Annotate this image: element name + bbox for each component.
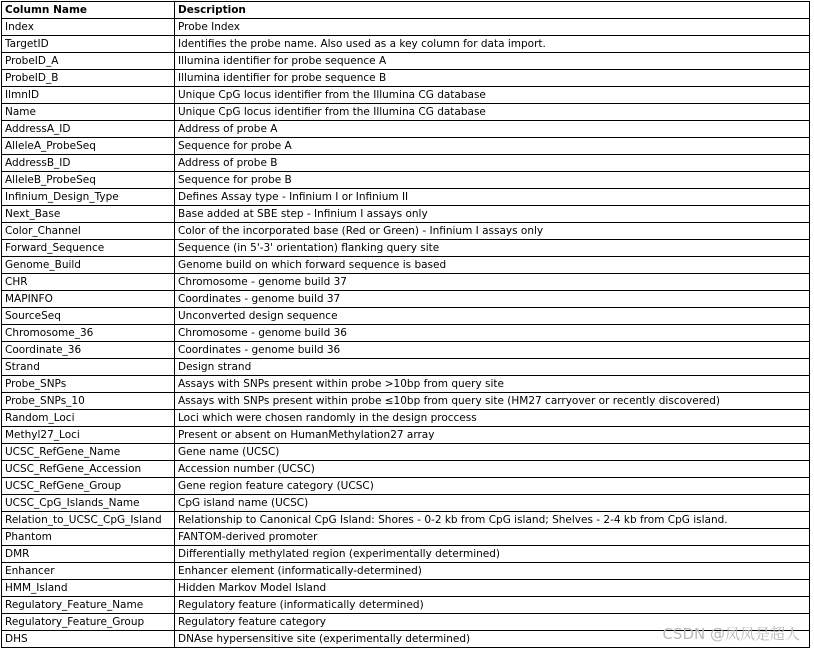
table-row (2, 461, 810, 478)
column-name-cell[interactable]: Chromosome_36 (2, 325, 175, 342)
column-name-cell[interactable]: Regulatory_Feature_Name (2, 597, 175, 614)
column-name-cell[interactable]: AddressA_ID (2, 121, 175, 138)
description-cell[interactable]: Gene region feature category (UCSC) (175, 478, 810, 495)
table-row (2, 410, 810, 427)
table-row (2, 87, 810, 104)
table-row (2, 274, 810, 291)
description-cell[interactable]: Genome build on which forward sequence is based (175, 257, 810, 274)
table-row (2, 36, 810, 53)
watermark: CSDN @凤凤是超人 (662, 625, 800, 643)
table-row (2, 155, 810, 172)
description-cell[interactable]: Assays with SNPs present within probe ≤10bp from query site (HM27 carryover or recently discovered) (175, 393, 810, 410)
description-cell[interactable]: Accession number (UCSC) (175, 461, 810, 478)
column-name-cell[interactable]: ProbeID_B (2, 70, 175, 87)
column-name-cell[interactable]: Next_Base (2, 206, 175, 223)
description-cell[interactable]: Chromosome - genome build 36 (175, 325, 810, 342)
description-cell[interactable]: Address of probe A (175, 121, 810, 138)
column-name-cell[interactable]: Phantom (2, 529, 175, 546)
description-cell[interactable]: Address of probe B (175, 155, 810, 172)
description-cell[interactable]: Color of the incorporated base (Red or Green) - Infinium I assays only (175, 223, 810, 240)
description-cell[interactable]: Base added at SBE step - Infinium I assays only (175, 206, 810, 223)
table-row (2, 172, 810, 189)
table-row (2, 444, 810, 461)
column-name-cell[interactable]: Genome_Build (2, 257, 175, 274)
column-name-cell[interactable]: IlmnID (2, 87, 175, 104)
table-row (2, 529, 810, 546)
column-name-cell[interactable]: Probe_SNPs_10 (2, 393, 175, 410)
column-name-cell[interactable]: Coordinate_36 (2, 342, 175, 359)
table-row (2, 19, 810, 36)
table-row (2, 138, 810, 155)
column-name-header[interactable]: Column Name (2, 2, 175, 19)
description-cell[interactable]: Relationship to Canonical CpG Island: Shores - 0-2 kb from CpG island; Shelves - 2-4 kb from CpG island. (175, 512, 810, 529)
table-row (2, 325, 810, 342)
column-name-cell[interactable]: TargetID (2, 36, 175, 53)
column-name-cell[interactable]: Index (2, 19, 175, 36)
description-cell[interactable]: Coordinates - genome build 37 (175, 291, 810, 308)
description-cell[interactable]: Regulatory feature (informatically determined) (175, 597, 810, 614)
description-header[interactable]: Description (175, 2, 810, 19)
description-cell[interactable]: Identifies the probe name. Also used as a key column for data import. (175, 36, 810, 53)
table-row (2, 189, 810, 206)
column-name-cell[interactable]: MAPINFO (2, 291, 175, 308)
column-name-cell[interactable]: CHR (2, 274, 175, 291)
description-cell[interactable]: Sequence for probe A (175, 138, 810, 155)
description-cell[interactable]: Unique CpG locus identifier from the Illumina CG database (175, 104, 810, 121)
column-name-cell[interactable]: Color_Channel (2, 223, 175, 240)
description-cell[interactable]: CpG island name (UCSC) (175, 495, 810, 512)
table-row (2, 580, 810, 597)
table-row (2, 376, 810, 393)
column-name-cell[interactable]: Forward_Sequence (2, 240, 175, 257)
column-name-cell[interactable]: Random_Loci (2, 410, 175, 427)
description-cell[interactable]: FANTOM-derived promoter (175, 529, 810, 546)
table-row (2, 70, 810, 87)
description-cell[interactable]: Probe Index (175, 19, 810, 36)
description-cell[interactable]: Defines Assay type - Infinium I or Infinium II (175, 189, 810, 206)
table-row (2, 546, 810, 563)
column-name-cell[interactable]: AlleleB_ProbeSeq (2, 172, 175, 189)
description-cell[interactable]: Chromosome - genome build 37 (175, 274, 810, 291)
description-cell[interactable]: Coordinates - genome build 36 (175, 342, 810, 359)
column-name-cell[interactable]: AlleleA_ProbeSeq (2, 138, 175, 155)
table-row (2, 206, 810, 223)
column-name-cell[interactable]: HMM_Island (2, 580, 175, 597)
table-row (2, 427, 810, 444)
description-cell[interactable]: Differentially methylated region (experimentally determined) (175, 546, 810, 563)
description-cell[interactable]: Unique CpG locus identifier from the Illumina CG database (175, 87, 810, 104)
table-row (2, 495, 810, 512)
table-row (2, 512, 810, 529)
column-name-cell[interactable]: Infinium_Design_Type (2, 189, 175, 206)
column-name-cell[interactable]: Enhancer (2, 563, 175, 580)
table-row (2, 104, 810, 121)
column-name-cell[interactable]: Regulatory_Feature_Group (2, 614, 175, 631)
description-cell[interactable]: Illumina identifier for probe sequence B (175, 70, 810, 87)
description-cell[interactable]: Design strand (175, 359, 810, 376)
description-cell[interactable]: Unconverted design sequence (175, 308, 810, 325)
table-row (2, 597, 810, 614)
table-row (2, 393, 810, 410)
table-row (2, 291, 810, 308)
description-cell[interactable]: Assays with SNPs present within probe >10bp from query site (175, 376, 810, 393)
column-name-cell[interactable]: Probe_SNPs (2, 376, 175, 393)
description-cell[interactable]: Regulatory feature category (175, 614, 810, 631)
column-name-cell[interactable]: SourceSeq (2, 308, 175, 325)
column-name-cell[interactable]: Strand (2, 359, 175, 376)
description-cell[interactable]: Sequence (in 5'-3' orientation) flanking query site (175, 240, 810, 257)
column-name-cell[interactable]: UCSC_CpG_Islands_Name (2, 495, 175, 512)
column-name-cell[interactable]: Name (2, 104, 175, 121)
table-row (2, 308, 810, 325)
table-row (2, 478, 810, 495)
table-row (2, 342, 810, 359)
table-row (2, 359, 810, 376)
column-name-cell[interactable]: UCSC_RefGene_Name (2, 444, 175, 461)
column-name-cell[interactable]: DHS (2, 631, 175, 648)
column-name-cell[interactable]: DMR (2, 546, 175, 563)
table-row (2, 53, 810, 70)
description-cell[interactable]: DNAse hypersensitive site (experimentally determined) (175, 631, 810, 648)
description-cell[interactable]: Present or absent on HumanMethylation27 array (175, 427, 810, 444)
table-row (2, 223, 810, 240)
description-cell[interactable]: Illumina identifier for probe sequence A (175, 53, 810, 70)
column-description-table (1, 1, 810, 648)
description-cell[interactable]: Sequence for probe B (175, 172, 810, 189)
column-name-cell[interactable]: AddressB_ID (2, 155, 175, 172)
column-name-cell[interactable]: UCSC_RefGene_Accession (2, 461, 175, 478)
column-name-cell[interactable]: Relation_to_UCSC_CpG_Island (2, 512, 175, 529)
header-row (2, 2, 810, 19)
description-cell[interactable]: Hidden Markov Model Island (175, 580, 810, 597)
column-name-cell[interactable]: ProbeID_A (2, 53, 175, 70)
table-row (2, 121, 810, 138)
description-cell[interactable]: Gene name (UCSC) (175, 444, 810, 461)
description-cell[interactable]: Loci which were chosen randomly in the design proccess (175, 410, 810, 427)
description-cell[interactable]: Enhancer element (informatically-determined) (175, 563, 810, 580)
column-name-cell[interactable]: Methyl27_Loci (2, 427, 175, 444)
table-row (2, 257, 810, 274)
table-row (2, 563, 810, 580)
column-name-cell[interactable]: UCSC_RefGene_Group (2, 478, 175, 495)
table-row (2, 240, 810, 257)
